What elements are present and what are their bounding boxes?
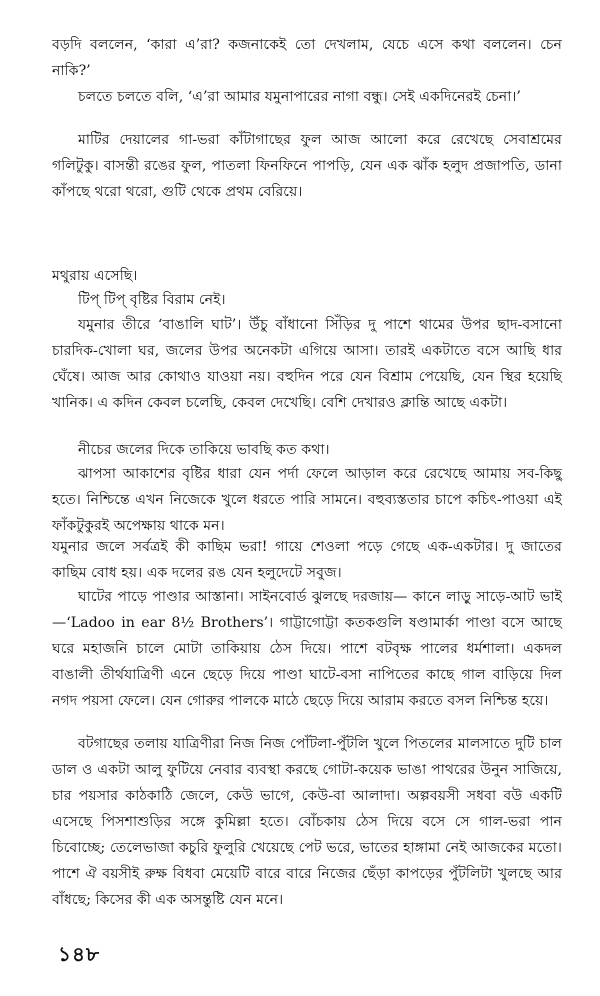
paragraph-2: চলতে চলতে বলি, ‘এ’রা আমার যমুনাপারের নাগা বন্ধু। সেই একদিনেরই চেনা।’	[78, 89, 521, 105]
paragraph-3: মাটির দেয়ালের গা-ভরা কাঁটাগাছের ফুল আজ আলো করে রেখেছে সেবাশ্রমের গলিটুকু। বাসন্তী রঙের ফুল, পাতলা ফিনফিনে পাপড়ি, যেন এক ঝাঁক হলুদ প্রজাপতি, ডানা কাঁপছে থরো থরো, গুটি থেকে প্রথম বেরিয়ে।	[52, 132, 562, 200]
paragraph-1: বড়দি বললেন, ‘কারা এ’রা? কজনাকেই তো দেখলাম, যেচে এসে কথা বললেন। চেন নাকি?’	[52, 37, 562, 79]
paragraph-9: যমুনার জলে সর্বত্রই কী কাছিম ভরা! গায়ে শেওলা পড়ে গেছে এক-একটার। দু জাতের কাছিম বোধ হয়। এক দলের রঙ যেন হলুদেটে সবুজ।	[52, 539, 562, 581]
paragraph-8: ঝাপসা আকাশের বৃষ্টির ধারা যেন পর্দা ফেলে আড়াল করে রেখেছে আমায় সব-কিছু হতে। নিশ্চিন্তে এখন নিজেকে খুলে ধরতে পারি সামনে। বহুব্যস্ততার চাপে কচিৎ-পাওয়া এই ফাঁকটুকুরই অপেক্ষায় থাকে মন।	[52, 466, 562, 534]
paragraph-10: ঘাটের পাড়ে পাণ্ডার আস্তানা। সাইনবোর্ড ঝুলছে দরজায়— কানে লাড়ু সাড়ে-আট ভাই—‘Ladoo in ear 8½ Brothers’। গাট্টাগোট্টা কতকগুলি ষণ্ডামার্কা পাণ্ডা বসে আছে ঘরে মহাজনি চালে মোটা তাকিয়ায় ঠেস দিয়ে। পাশে বটবৃক্ষ পালের ধর্মশালা। একদল বাঙালী তীর্থযাত্রিণী এনে ছেড়ে দিয়ে পাণ্ডা ঘাটে-বসা নাপিতের কাছে গাল বাড়িয়ে দিল নগদ পয়সা ফেলে। যেন গোরুর পালকে মাঠে ছেড়ে দিয়ে আরাম করতে বসল নিশ্চিন্ত হয়ে।	[52, 589, 562, 709]
page-number: ১৪৮	[58, 942, 100, 966]
paragraph-11: বটগাছের তলায় যাত্রিণীরা নিজ নিজ পোঁটলা-পুঁটলি খুলে পিতলের মালসাতে দুটি চাল ডাল ও একটা আলু ফুটিয়ে নেবার ব্যবস্থা করছে গোটা-কয়েক ভাঙা পাথরের উনুন সাজিয়ে, চার পয়সার কাঠকাঠি জেলে, কেউ ভাগে, কেউ-বা আলাদা। অল্পবয়সী সধবা বউ একটি এসেছে পিসশাশুড়ির সঙ্গে কুমিল্লা হতে। বোঁচকায় ঠেস দিয়ে বসে সে গাল-ভরা পান চিবোচ্ছে; তেলেভাজা কচুরি ফুলুরি খেয়েছে পেট ভরে, ভাতের হাঙ্গামা নেই আজকের মতো। পাশে ঐ বয়সীই রুক্ষ বিধবা মেয়েটি বারে বারে নিজের ছেঁড়া কাপড়ের পুঁটলিটা খুলছে আর বাঁধছে; কিসের কী এক অসন্তুষ্টি যেন মনে।	[52, 736, 562, 908]
paragraph-4: মথুরায় এসেছি।	[52, 268, 138, 284]
paragraph-7: নীচের জলের দিকে তাকিয়ে ভাবছি কত কথা।	[78, 442, 330, 458]
paragraph-6: যমুনার তীরে ‘বাঙালি ঘাট’। উঁচু বাঁধানো সিঁড়ির দু পাশে থামের উপর ছাদ-বসানো চারদিক-খোলা ঘর, জলের উপর অনেকটা এগিয়ে আসা। তারই একটাতে বসে আছি ধার ঘেঁষে। আজ আর কোথাও যাওয়া নয়। বহুদিন পরে যেন বিশ্রাম পেয়েছি, যেন স্থির হয়েছি খানিক। এ কদিন কেবল চলেছি, কেবল দেখেছি। বেশি দেখারও ক্লান্তি আছে একটা।	[52, 317, 562, 411]
paragraph-5: টিপ্ টিপ্ বৃষ্টির বিরাম নেই।	[78, 292, 226, 308]
